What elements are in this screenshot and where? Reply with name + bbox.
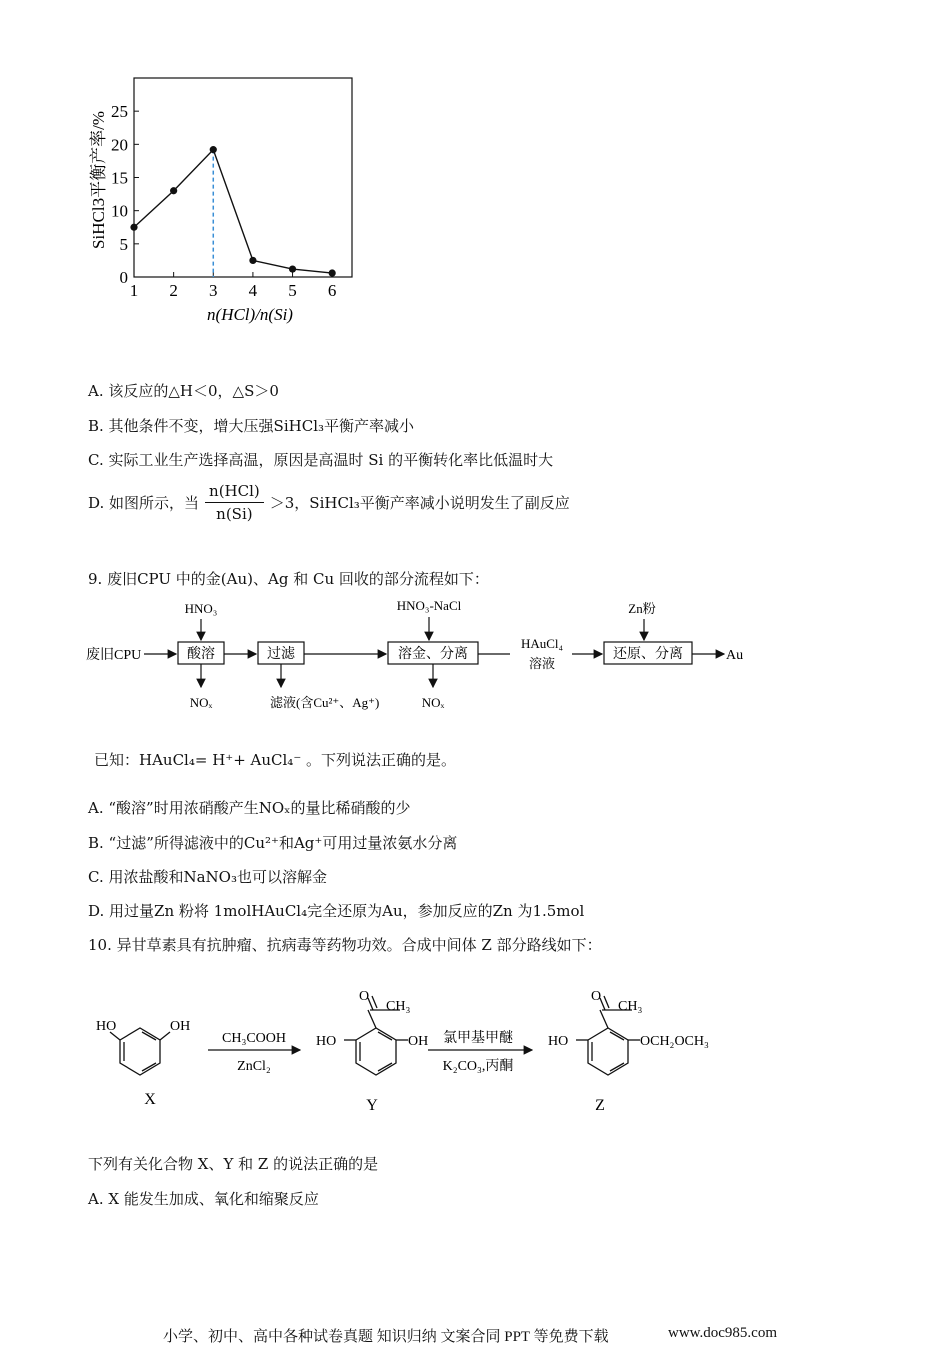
q8-option-d: [88, 482, 570, 523]
q8-option-c: C. 实际工业生产选择高温，原因是高温时 Si 的平衡转化率比低温时大: [88, 451, 554, 469]
data-point: [170, 187, 177, 194]
reagent-1-bottom: ZnCl₂: [237, 1059, 271, 1074]
y-tick-label: 20: [111, 135, 128, 155]
z-ch3: CH₃: [618, 999, 643, 1014]
x-tick-label: 2: [169, 281, 178, 300]
q8-option-d-suffix: ＞3，SiHCl₃平衡产率减小说明发生了副反应: [269, 494, 570, 512]
x-tick-label: 3: [209, 281, 218, 300]
y-carbonyl-o: O: [359, 990, 370, 1004]
x-axis-ticks: [130, 272, 337, 300]
x-tick-label: 6: [327, 281, 337, 300]
y-ho: HO: [316, 1034, 337, 1049]
x-oh: OH: [170, 1019, 191, 1034]
q8-option-a: A. 该反应的△H＜0，△S＞0: [88, 382, 279, 400]
reagent-2-top: 氯甲基甲醚: [443, 1031, 513, 1046]
flow-box-acid-dissolve-label: 酸溶: [187, 647, 215, 662]
x-ho: HO: [96, 1019, 117, 1034]
flow-input-zn: Zn粉: [628, 601, 656, 616]
data-point: [289, 265, 296, 272]
data-point: [249, 257, 256, 264]
x-tick-label: 4: [248, 281, 258, 300]
q8-option-b: B. 其他条件不变，增大压强SiHCl₃平衡产率减小: [88, 417, 415, 435]
flow-input-hno3-nacl: HNO₃-NaCl: [396, 598, 462, 613]
fraction-denominator: n(Si): [216, 505, 253, 523]
z-carbonyl-o: O: [591, 990, 602, 1004]
footer-url[interactable]: www.doc985.com: [668, 1325, 778, 1341]
q9-stem: 9. 废旧CPU 中的金(Au)、Ag 和 Cu 回收的部分流程如下：: [88, 570, 489, 588]
q10-stem: 10. 异甘草素具有抗肿瘤、抗病毒等药物功效。合成中间体 Z 部分路线如下：: [88, 936, 602, 954]
fraction-numerator: n(HCl): [205, 482, 264, 503]
data-point: [130, 224, 137, 231]
y-tick-label: 0: [119, 268, 128, 287]
label-y: Y: [366, 1097, 378, 1114]
reagent-1-top: CH₃COOH: [222, 1031, 286, 1046]
q9-known: 已知：HAuCl₄= H⁺+ AuCl₄⁻ 。下列说法正确的是。: [94, 751, 457, 769]
label-x: X: [144, 1091, 156, 1108]
y-tick-label: 15: [111, 168, 128, 188]
flow-mid-haucl4: HAuCl₄: [520, 636, 564, 651]
flow-mid-solution: 溶液: [528, 656, 556, 671]
flow-input-hno3: HNO₃: [184, 601, 218, 616]
q9-flow-diagram: [80, 595, 770, 725]
plot-frame: [134, 78, 352, 277]
flow-output-filtrate: 滤液(含Cu²⁺、Ag⁺): [270, 695, 380, 710]
q10-synthesis-route: [90, 990, 730, 1120]
series-line: [134, 150, 332, 273]
x-tick-label: 5: [288, 281, 297, 300]
flow-box-filter-label: 过滤: [267, 647, 295, 662]
x-tick-label: 1: [129, 281, 139, 300]
flow-output-nox-1: NOₓ: [189, 695, 213, 710]
y-axis-ticks: [111, 102, 139, 287]
y-tick-label: 25: [111, 102, 128, 122]
y-oh: OH: [408, 1034, 429, 1049]
z-och2och3: OCH₂OCH₃: [640, 1034, 709, 1049]
q10-option-a: A. X 能发生加成、氧化和缩聚反应: [88, 1190, 319, 1208]
data-point: [329, 269, 336, 276]
z-ho: HO: [548, 1034, 569, 1049]
data-points: [130, 146, 335, 277]
q8-option-d-prefix: D. 如图所示，当: [88, 494, 200, 512]
footer-text: 小学、初中、高中各种试卷真题 知识归纳 文案合同 PPT 等免费下载: [163, 1329, 609, 1345]
q9-option-a: A. “酸溶”时用浓硝酸产生NOₓ的量比稀硝酸的少: [88, 799, 411, 817]
ratio-fraction: [205, 482, 264, 523]
flow-start: 废旧CPU: [86, 648, 142, 663]
q9-option-d: D. 用过量Zn 粉将 1molHAuCl₄完全还原为Au，参加反应的Zn 为1.5mol: [88, 902, 585, 920]
q9-option-c: C. 用浓盐酸和NaNO₃也可以溶解金: [88, 868, 327, 886]
data-point: [210, 146, 217, 153]
q10-question: 下列有关化合物 X、Y 和 Z 的说法正确的是: [88, 1155, 379, 1173]
q9-option-b: B. “过滤”所得滤液中的Cu²⁺和Ag⁺可用过量浓氨水分离: [88, 834, 458, 852]
x-axis-label: n(HCl)/n(Si): [207, 305, 293, 324]
flow-box-reduce-label: 还原、分离: [613, 647, 683, 662]
y-axis-label: SiHCl3平衡产率/%: [89, 111, 108, 249]
compound-x-structure: [110, 1028, 170, 1075]
flow-box-dissolve-gold-label: 溶金、分离: [398, 647, 468, 662]
y-tick-label: 10: [111, 201, 128, 221]
label-z: Z: [595, 1097, 605, 1114]
flow-output-nox-2: NOₓ: [421, 695, 445, 710]
y-ch3: CH₃: [386, 999, 411, 1014]
yield-chart: [80, 70, 380, 330]
flow-end-au: Au: [726, 648, 744, 663]
y-tick-label: 5: [119, 234, 128, 254]
reagent-2-bottom: K₂CO₃,丙酮: [442, 1059, 514, 1074]
